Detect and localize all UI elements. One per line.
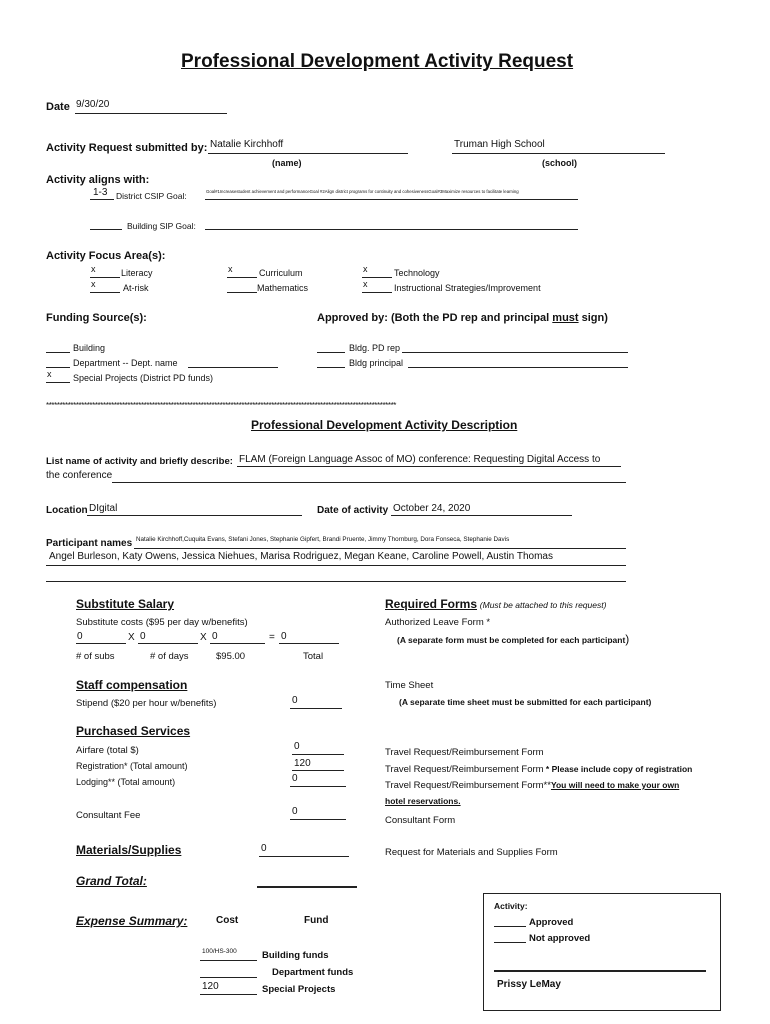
csip-label: District CSIP Goal:	[116, 191, 187, 201]
department-funds-label: Department funds	[272, 967, 354, 978]
special-amount-field[interactable]: 120	[202, 981, 219, 992]
days-line	[138, 643, 198, 644]
sip-goal-underline	[205, 229, 578, 230]
separator: *********************************************************************************************************************************	[46, 401, 397, 410]
registration-label: Registration* (Total amount)	[76, 761, 188, 771]
travel-form-1: Travel Request/Reimbursement Form	[385, 747, 544, 758]
approved-check-line[interactable]	[494, 926, 526, 927]
funding-special-line	[46, 382, 70, 383]
special-projects-label: Special Projects	[262, 984, 336, 995]
funding-department-label: Department -- Dept. name	[73, 358, 178, 368]
substitute-heading: Substitute Salary	[76, 597, 175, 611]
consultant-fee-label: Consultant Fee	[76, 810, 141, 821]
caption-rate: $95.00	[216, 651, 246, 662]
stipend-field[interactable]: 0	[292, 695, 298, 706]
list-line-2	[112, 482, 626, 483]
focus-instructional-mark[interactable]: x	[363, 279, 368, 289]
days-field[interactable]: 0	[140, 631, 146, 642]
expense-cost-header: Cost	[216, 915, 239, 926]
focus-label: Activity Focus Area(s):	[46, 250, 166, 262]
caption-days: # of days	[150, 651, 189, 662]
sip-check-underline	[90, 229, 122, 230]
lodging-label: Lodging** (Total amount)	[76, 777, 176, 787]
funding-dept-name-line	[188, 367, 278, 368]
principal-label: Bldg principal	[349, 358, 404, 368]
date-field[interactable]: 9/30/20	[76, 99, 110, 110]
description-heading: Professional Development Activity Description	[251, 418, 518, 432]
pdrep-label: Bldg. PD rep	[349, 343, 401, 353]
approval-label-prefix: Approved by: (Both the PD rep and principal	[317, 312, 553, 324]
location-line	[87, 515, 302, 516]
pdrep-signature-line[interactable]	[402, 352, 628, 353]
leave-form-label: Authorized Leave Form *	[385, 617, 491, 628]
special-amount-line	[200, 994, 257, 995]
travel-form-2-note: * Please include copy of registration	[543, 764, 693, 774]
date-label: Date	[46, 101, 70, 113]
caption-subs: # of subs	[76, 651, 115, 662]
focus-technology-line	[362, 277, 392, 278]
location-label: Location	[46, 505, 88, 516]
required-forms-note: (Must be attached to this request)	[479, 600, 607, 610]
focus-curriculum-label: Curriculum	[259, 268, 303, 278]
not-approved-check-line[interactable]	[494, 942, 526, 943]
list-field[interactable]: FLAM (Foreign Language Assoc of MO) conference: Requesting Digital Access to	[239, 454, 601, 465]
approval-label	[317, 312, 608, 324]
name-underline	[208, 153, 408, 154]
consultant-form: Consultant Form	[385, 815, 456, 826]
materials-field[interactable]: 0	[261, 843, 267, 854]
caption-total: Total	[303, 651, 324, 662]
funding-building-line	[46, 352, 70, 353]
travel-form-3-note2: hotel reservations.	[385, 796, 461, 806]
subs-field[interactable]: 0	[77, 631, 83, 642]
participants-line-1	[134, 548, 626, 549]
airfare-label: Airfare (total $)	[76, 745, 139, 756]
list-label: List name of activity and briefly describe:	[46, 456, 233, 467]
participants-field-2[interactable]: Angel Burleson, Katy Owens, Jessica Niehues, Marisa Rodriguez, Megan Keane, Caroline Powell, Austin Thomas	[49, 551, 553, 562]
airfare-field[interactable]: 0	[294, 741, 300, 752]
multiply-sign-2: X	[200, 632, 207, 643]
name-caption: (name)	[272, 158, 302, 168]
csip-goal-text[interactable]: Goal#1Increasestudent achievement and performanceGoal #2Align district programs for continuity and cohesivenessGoal#3Maximize resources to facilitate learning	[206, 189, 519, 194]
activity-date-field[interactable]: October 24, 2020	[393, 503, 471, 514]
registration-line	[292, 770, 344, 771]
participants-label: Participant names	[46, 538, 133, 549]
rate-line	[210, 643, 265, 644]
multiply-sign-1: X	[128, 632, 135, 643]
registration-field[interactable]: 120	[294, 758, 311, 769]
focus-atrisk-line	[90, 292, 120, 293]
focus-curriculum-mark[interactable]: x	[228, 264, 233, 274]
focus-literacy-mark[interactable]: x	[91, 264, 96, 274]
airfare-line	[292, 754, 344, 755]
name-field[interactable]: Natalie Kirchhoff	[210, 139, 284, 150]
participants-line-2	[46, 565, 626, 566]
not-approved-label: Not approved	[529, 933, 591, 944]
focus-atrisk-label: At-risk	[123, 283, 149, 293]
grand-total-label: Grand Total:	[76, 874, 147, 888]
expense-fund-header: Fund	[304, 915, 329, 926]
required-forms-heading: Required Forms	[385, 597, 478, 611]
expense-heading: Expense Summary:	[76, 914, 188, 928]
travel-form-3	[385, 780, 679, 791]
csip-underline	[90, 199, 114, 200]
staff-heading: Staff compensation	[76, 678, 188, 692]
funding-department-line	[46, 367, 70, 368]
principal-signature-line[interactable]	[408, 367, 628, 368]
equals-sign: =	[269, 632, 275, 643]
leave-form-note-text: (A separate form must be completed for each participant	[397, 635, 626, 645]
leave-form-note-paren: )	[625, 632, 630, 646]
csip-field[interactable]: 1-3	[93, 187, 108, 198]
school-caption: (school)	[542, 158, 577, 168]
stipend-label: Stipend ($20 per hour w/benefits)	[76, 698, 217, 709]
aligns-label: Activity aligns with:	[46, 174, 150, 186]
school-underline	[452, 153, 665, 154]
rate-field[interactable]: 0	[212, 631, 218, 642]
timesheet-note: (A separate time sheet must be submitted for each participant)	[399, 697, 652, 707]
substitute-total-field[interactable]: 0	[281, 631, 287, 642]
funding-special-label: Special Projects (District PD funds)	[73, 373, 214, 383]
approved-label: Approved	[529, 917, 574, 928]
travel-form-2-label: Travel Request/Reimbursement Form	[385, 764, 544, 775]
signer-name: Prissy LeMay	[497, 979, 561, 990]
travel-form-3-note: You will need to make your own	[550, 780, 680, 790]
focus-instructional-line	[362, 292, 392, 293]
travel-form-3-label: Travel Request/Reimbursement Form**	[385, 780, 551, 791]
participants-field-1[interactable]: Natalie Kirchhoff,Cuquita Evans, Stefani Jones, Stephanie Gipfert, Brandi Pruente, Jimmy Thornburg, Dora Fonseca, Stephanie Davis	[136, 536, 510, 543]
travel-form-2	[385, 764, 692, 775]
building-funds-label: Building funds	[262, 950, 329, 961]
activity-date-label: Date of activity	[317, 505, 389, 516]
participants-line-3	[46, 581, 626, 582]
materials-line	[259, 856, 349, 857]
funding-building-label: Building	[73, 343, 106, 353]
sip-label: Building SIP Goal:	[127, 221, 196, 231]
focus-mathematics-line	[227, 292, 257, 293]
location-field[interactable]: DIgital	[89, 503, 118, 514]
activity-box-heading: Activity:	[494, 901, 528, 911]
focus-technology-label: Technology	[394, 268, 440, 278]
focus-literacy-line	[90, 277, 120, 278]
leave-form-note	[397, 632, 629, 646]
lodging-line	[290, 786, 346, 787]
building-amount-line	[200, 960, 257, 961]
stipend-line	[290, 708, 342, 709]
grand-total-line	[257, 886, 357, 888]
funding-special-mark[interactable]: x	[47, 369, 52, 379]
department-amount-line	[200, 977, 257, 978]
submitted-by-label: Activity Request submitted by:	[46, 142, 208, 154]
focus-instructional-label: Instructional Strategies/Improvement	[394, 283, 541, 293]
csip-goal-underline	[205, 199, 578, 200]
funding-label: Funding Source(s):	[46, 312, 147, 324]
lodging-field[interactable]: 0	[292, 773, 298, 784]
timesheet-label: Time Sheet	[385, 680, 434, 691]
focus-mathematics-label: Mathematics	[257, 283, 309, 293]
consultant-fee-line	[290, 819, 346, 820]
principal-check-line	[317, 367, 345, 368]
approval-label-must: must	[552, 312, 579, 324]
approval-label-suffix: sign)	[578, 312, 608, 324]
materials-form: Request for Materials and Supplies Form	[385, 847, 558, 858]
focus-technology-mark[interactable]: x	[363, 264, 368, 274]
pdrep-check-line	[317, 352, 345, 353]
focus-atrisk-mark[interactable]: x	[91, 279, 96, 289]
substitute-costs-label: Substitute costs ($95 per day w/benefits)	[76, 617, 248, 628]
materials-heading: Materials/Supplies	[76, 843, 182, 857]
list-line-1	[237, 466, 621, 467]
focus-curriculum-line	[227, 277, 257, 278]
total-line	[279, 643, 339, 644]
list-field-line2[interactable]: the conference	[46, 470, 113, 481]
consultant-fee-field[interactable]: 0	[292, 806, 298, 817]
activity-date-line	[391, 515, 572, 516]
school-field[interactable]: Truman High School	[454, 139, 545, 150]
page-title: Professional Development Activity Request	[181, 51, 574, 72]
purchased-heading: Purchased Services	[76, 724, 191, 738]
date-underline	[75, 113, 227, 114]
focus-literacy-label: Literacy	[121, 268, 153, 278]
required-forms-heading-row	[385, 597, 606, 611]
signature-line[interactable]	[494, 970, 706, 972]
subs-line	[76, 643, 126, 644]
building-amount-field[interactable]: 100/HS-300	[202, 948, 237, 955]
